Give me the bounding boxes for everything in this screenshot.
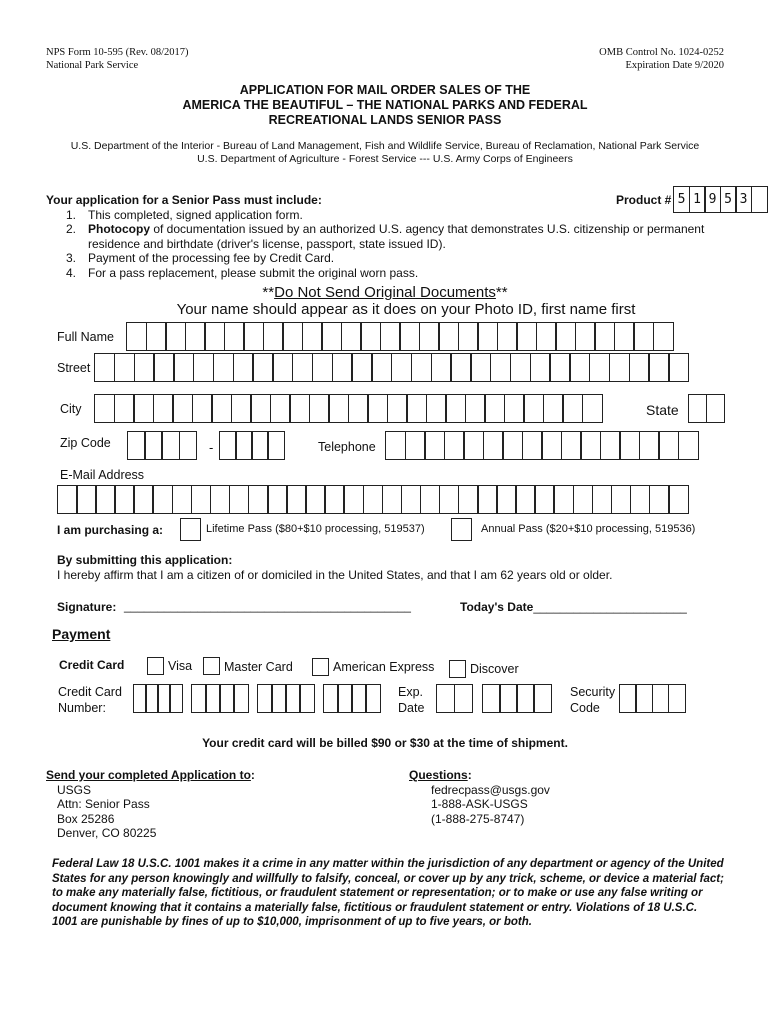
character-box[interactable] — [483, 431, 504, 460]
character-box[interactable] — [343, 485, 364, 514]
character-box[interactable] — [629, 353, 650, 382]
product-number — [673, 186, 766, 213]
character-box[interactable] — [401, 485, 422, 514]
character-box[interactable] — [235, 431, 253, 460]
character-box[interactable] — [191, 485, 212, 514]
character-box[interactable] — [561, 431, 582, 460]
character-box[interactable] — [562, 394, 583, 423]
character-box[interactable] — [367, 394, 388, 423]
character-box[interactable] — [553, 485, 574, 514]
form-header-left — [46, 46, 189, 72]
character-box[interactable] — [282, 322, 303, 351]
cc-number-group-1[interactable] — [133, 684, 181, 713]
send-to-line: Box 25286 — [57, 811, 115, 826]
cc-number-label: Credit Card Number: — [58, 685, 122, 715]
character-box[interactable] — [210, 485, 231, 514]
credit-card-label: Credit Card — [59, 658, 125, 672]
exp-year-input[interactable] — [482, 684, 550, 713]
character-box[interactable] — [589, 353, 610, 382]
character-box[interactable] — [648, 353, 669, 382]
character-box[interactable] — [380, 322, 401, 351]
character-box[interactable] — [652, 684, 670, 713]
character-box[interactable] — [365, 684, 381, 713]
character-box[interactable] — [431, 353, 452, 382]
character-box[interactable] — [172, 485, 193, 514]
character-box[interactable] — [267, 431, 285, 460]
character-box[interactable] — [458, 322, 479, 351]
character-box[interactable] — [169, 684, 183, 713]
character-box[interactable] — [133, 394, 154, 423]
character-box[interactable] — [114, 485, 135, 514]
character-box[interactable] — [668, 353, 689, 382]
character-box[interactable] — [482, 684, 501, 713]
character-box[interactable] — [153, 353, 174, 382]
character-box[interactable] — [270, 394, 291, 423]
character-box[interactable] — [516, 322, 537, 351]
zip-label: Zip Code — [60, 436, 111, 450]
character-box[interactable] — [445, 394, 466, 423]
character-box[interactable] — [250, 394, 271, 423]
visa-label: Visa — [168, 659, 193, 673]
character-box[interactable] — [309, 394, 330, 423]
character-box[interactable] — [126, 322, 147, 351]
character-box[interactable] — [706, 394, 725, 423]
character-box[interactable] — [229, 485, 250, 514]
character-box[interactable] — [321, 322, 342, 351]
character-box[interactable] — [385, 431, 406, 460]
character-box[interactable] — [165, 322, 186, 351]
character-box[interactable] — [649, 485, 670, 514]
character-box[interactable] — [653, 322, 674, 351]
annual-pass-checkbox[interactable] — [451, 518, 472, 541]
character-box[interactable] — [95, 485, 116, 514]
requirement-item: 1. This completed, signed application form. — [66, 207, 303, 222]
character-box[interactable] — [614, 322, 635, 351]
cc-number-group-2[interactable] — [191, 684, 247, 713]
visa-checkbox[interactable] — [147, 657, 164, 675]
character-box[interactable] — [360, 322, 381, 351]
questions-block: Questions: fedrecpass@usgs.gov 1-888-ASK-USGS (1-888-275-8747) — [409, 768, 550, 826]
character-box[interactable] — [348, 394, 369, 423]
todays-date-label: Today's Date_______________________ — [460, 600, 687, 614]
character-box[interactable] — [609, 353, 630, 382]
character-box[interactable] — [569, 353, 590, 382]
full-name-label: Full Name — [57, 330, 114, 344]
character-box[interactable] — [94, 394, 115, 423]
exp-month-input[interactable] — [436, 684, 471, 713]
character-box[interactable] — [668, 485, 689, 514]
character-box[interactable] — [465, 394, 486, 423]
character-box[interactable] — [204, 322, 225, 351]
character-box[interactable] — [57, 485, 78, 514]
character-box[interactable] — [114, 353, 135, 382]
character-box[interactable] — [543, 394, 564, 423]
annual-pass-label: Annual Pass ($20+$10 processing, 519536) — [481, 523, 696, 535]
character-box[interactable] — [363, 485, 384, 514]
character-box[interactable] — [592, 485, 613, 514]
character-box[interactable] — [582, 394, 603, 423]
character-box[interactable] — [152, 485, 173, 514]
character-box[interactable] — [299, 684, 315, 713]
signature-line[interactable]: ___________________________________________ — [124, 599, 411, 613]
character-box[interactable] — [484, 394, 505, 423]
character-box[interactable] — [678, 431, 699, 460]
character-box[interactable] — [252, 353, 273, 382]
send-to-block: Send your completed Application to: USGS Attn: Senior Pass Box 25286 Denver, CO 80225 — [46, 768, 255, 840]
character-box[interactable] — [341, 322, 362, 351]
requirement-item: 2. Photocopy of documentation issued by an authorized U.S. agency that demonstrates U.S. citizenship or permanent residence and birthdate (driver's license, passport, state issued ID). — [66, 222, 705, 251]
zip-dash: - — [209, 440, 214, 455]
character-box[interactable] — [454, 684, 473, 713]
product-label: Product # — [616, 193, 672, 207]
character-box[interactable] — [267, 485, 288, 514]
character-box[interactable] — [94, 353, 115, 382]
cc-number-group-4[interactable] — [323, 684, 379, 713]
character-box[interactable] — [490, 353, 511, 382]
purchasing-label: I am purchasing a: — [57, 523, 164, 537]
character-box[interactable] — [688, 394, 707, 423]
full-name-input[interactable] — [126, 322, 672, 351]
character-box[interactable] — [630, 485, 651, 514]
character-box[interactable] — [536, 322, 557, 351]
character-box[interactable] — [219, 431, 237, 460]
character-box[interactable] — [243, 322, 264, 351]
character-box[interactable] — [633, 322, 654, 351]
character-box[interactable] — [263, 322, 284, 351]
character-box[interactable] — [405, 431, 426, 460]
character-box[interactable] — [619, 684, 637, 713]
cc-number-group-3[interactable] — [257, 684, 313, 713]
affirm-heading: By submitting this application: — [57, 553, 233, 567]
lifetime-pass-label: Lifetime Pass ($80+$10 processing, 519537) — [206, 523, 425, 535]
character-box[interactable] — [420, 485, 441, 514]
character-box[interactable] — [224, 322, 245, 351]
federal-law-notice: Federal Law 18 U.S.C. 1001 makes it a crime in any matter within the jurisdiction of any department or agency of the United States for any person knowingly and willfully to falsify, conceal, or cover up by any trick, scheme, or device a material fact; to make any materially false, fictitious, or fraudulent statement or representation; or to make or use any false writing or document knowing that it contains a materially false, fictitious or fraudulent statement or entry. Violations of 18 U.S.C. 1001 are punishable by fines of up to $10,000, imprisonment of up to five years, or both. — [52, 858, 724, 928]
send-to-heading: Send your completed Application to — [46, 768, 251, 782]
character-box[interactable] — [406, 394, 427, 423]
requirement-item: 3. Payment of the processing fee by Credit Card. — [66, 251, 335, 265]
omb-control: OMB Control No. 1024-0252 — [599, 47, 724, 58]
character-box[interactable] — [436, 684, 455, 713]
character-box[interactable] — [426, 394, 447, 423]
affirm-text: I hereby affirm that I am a citizen of or domiciled in the United States, and that I am 62 years old or older. — [57, 568, 613, 582]
character-box[interactable] — [173, 353, 194, 382]
notice-line1: **Do Not Send Original Documents** — [262, 284, 508, 301]
page-title: APPLICATION FOR MAIL ORDER SALES OF THE AMERICA THE BEAUTIFUL – THE NATIONAL PARKS AND FEDERAL RECREATIONAL LANDS SENIOR PASS — [182, 83, 588, 127]
email-label: E-Mail Address — [60, 468, 145, 482]
state-input[interactable] — [688, 394, 723, 423]
discover-checkbox[interactable] — [449, 660, 466, 678]
character-box[interactable] — [594, 322, 615, 351]
character-box[interactable] — [146, 322, 167, 351]
character-box[interactable] — [477, 485, 498, 514]
character-box[interactable] — [185, 322, 206, 351]
street-input[interactable] — [94, 353, 688, 382]
character-box[interactable] — [391, 353, 412, 382]
requirement-item: 4. For a pass replacement, please submit the original worn pass. — [66, 265, 419, 280]
character-box[interactable] — [611, 485, 632, 514]
expiration-date: Expiration Date 9/2020 — [625, 60, 724, 71]
character-box[interactable] — [351, 353, 372, 382]
product-digit: 9 — [704, 186, 721, 213]
product-digit: 5 — [673, 186, 690, 213]
character-box[interactable] — [133, 485, 154, 514]
character-box[interactable] — [668, 684, 686, 713]
character-box[interactable] — [450, 353, 471, 382]
character-box[interactable] — [470, 353, 491, 382]
character-box[interactable] — [635, 684, 653, 713]
character-box[interactable] — [639, 431, 660, 460]
questions-phone-numeric: (1-888-275-8747) — [431, 811, 525, 826]
product-digit — [751, 186, 768, 213]
questions-email[interactable]: fedrecpass@usgs.gov — [431, 782, 550, 797]
character-box[interactable] — [496, 485, 517, 514]
character-box[interactable] — [600, 431, 621, 460]
character-box[interactable] — [510, 353, 531, 382]
discover-label: Discover — [470, 662, 519, 676]
agency-name: National Park Service — [46, 60, 139, 71]
character-box[interactable] — [477, 322, 498, 351]
character-box[interactable] — [382, 485, 403, 514]
character-box[interactable] — [305, 485, 326, 514]
character-box[interactable] — [573, 485, 594, 514]
telephone-input[interactable] — [385, 431, 697, 460]
character-box[interactable] — [371, 353, 392, 382]
character-box[interactable] — [580, 431, 601, 460]
mastercard-checkbox[interactable] — [203, 657, 220, 675]
character-box[interactable] — [292, 353, 313, 382]
character-box[interactable] — [523, 394, 544, 423]
zip-input[interactable] — [127, 431, 196, 460]
security-code-label: Security Code — [570, 685, 616, 715]
character-box[interactable] — [515, 485, 536, 514]
character-box[interactable] — [399, 322, 420, 351]
send-to-line: Denver, CO 80225 — [57, 826, 157, 840]
todays-date-line[interactable]: _______________________ — [533, 600, 687, 614]
character-box[interactable] — [289, 394, 310, 423]
character-box[interactable] — [192, 394, 213, 423]
character-box[interactable] — [497, 322, 518, 351]
character-box[interactable] — [438, 322, 459, 351]
character-box[interactable] — [411, 353, 432, 382]
send-to-line: USGS — [57, 782, 92, 797]
product-digit: 3 — [735, 186, 752, 213]
character-box[interactable] — [541, 431, 562, 460]
exp-date-label: Exp. Date — [398, 685, 425, 715]
character-box[interactable] — [272, 353, 293, 382]
character-box[interactable] — [302, 322, 323, 351]
character-box[interactable] — [114, 394, 135, 423]
character-box[interactable] — [193, 353, 214, 382]
character-box[interactable] — [439, 485, 460, 514]
character-box[interactable] — [153, 394, 174, 423]
product-digit: 5 — [720, 186, 737, 213]
character-box[interactable] — [127, 431, 146, 460]
character-box[interactable] — [458, 485, 479, 514]
signature-label: Signature: — [57, 600, 117, 614]
security-code-input[interactable] — [619, 684, 684, 713]
character-box[interactable] — [549, 353, 570, 382]
questions-phone: 1-888-ASK-USGS — [431, 797, 528, 811]
character-box[interactable] — [233, 684, 249, 713]
character-box[interactable] — [658, 431, 679, 460]
zip-plus4-input[interactable] — [219, 431, 283, 460]
character-box[interactable] — [286, 485, 307, 514]
character-box[interactable] — [499, 684, 518, 713]
character-box[interactable] — [555, 322, 576, 351]
character-box[interactable] — [419, 322, 440, 351]
character-box[interactable] — [387, 394, 408, 423]
character-box[interactable] — [328, 394, 349, 423]
character-box[interactable] — [324, 485, 345, 514]
character-box[interactable] — [502, 431, 523, 460]
character-box[interactable] — [172, 394, 193, 423]
character-box[interactable] — [619, 431, 640, 460]
amex-checkbox[interactable] — [312, 658, 329, 676]
notice-line2: Your name should appear as it does on your Photo ID, first name first — [176, 301, 636, 318]
character-box[interactable] — [213, 353, 234, 382]
character-box[interactable] — [575, 322, 596, 351]
telephone-label: Telephone — [318, 440, 376, 454]
city-label: City — [60, 402, 82, 416]
send-to-line: Attn: Senior Pass — [57, 797, 150, 811]
character-box[interactable] — [332, 353, 353, 382]
mastercard-label: Master Card — [224, 660, 293, 674]
character-box[interactable] — [424, 431, 445, 460]
form-header-right — [599, 46, 724, 72]
character-box[interactable] — [179, 431, 198, 460]
character-box[interactable] — [504, 394, 525, 423]
character-box[interactable] — [530, 353, 551, 382]
character-box[interactable] — [134, 353, 155, 382]
agencies: U.S. Department of the Interior - Bureau of Land Management, Fish and Wildlife Service, Bureau of Reclamation, National Park Service U.S. Department of Agriculture - Forest Service --- U.S. Army Corps of Engineers — [70, 140, 700, 165]
street-label: Street — [57, 361, 91, 375]
character-box[interactable] — [533, 684, 552, 713]
character-box[interactable] — [231, 394, 252, 423]
requirements-heading: Your application for a Senior Pass must include: — [46, 193, 322, 207]
city-input[interactable] — [94, 394, 601, 423]
character-box[interactable] — [161, 431, 180, 460]
billing-note: Your credit card will be billed $90 or $30 at the time of shipment. — [202, 736, 568, 750]
character-box[interactable] — [211, 394, 232, 423]
character-box[interactable] — [522, 431, 543, 460]
character-box[interactable] — [463, 431, 484, 460]
character-box[interactable] — [312, 353, 333, 382]
character-box[interactable] — [233, 353, 254, 382]
questions-heading: Questions — [409, 768, 468, 782]
payment-heading: Payment — [52, 626, 111, 642]
state-label: State — [646, 402, 679, 418]
character-box[interactable] — [144, 431, 163, 460]
amex-label: American Express — [333, 660, 435, 674]
character-box[interactable] — [76, 485, 97, 514]
character-box[interactable] — [251, 431, 269, 460]
email-input[interactable] — [57, 485, 687, 514]
character-box[interactable] — [534, 485, 555, 514]
product-digit: 1 — [689, 186, 706, 213]
lifetime-pass-checkbox[interactable] — [180, 518, 201, 541]
character-box[interactable] — [516, 684, 535, 713]
character-box[interactable] — [444, 431, 465, 460]
form-number: NPS Form 10-595 (Rev. 08/2017) — [46, 47, 189, 58]
character-box[interactable] — [248, 485, 269, 514]
